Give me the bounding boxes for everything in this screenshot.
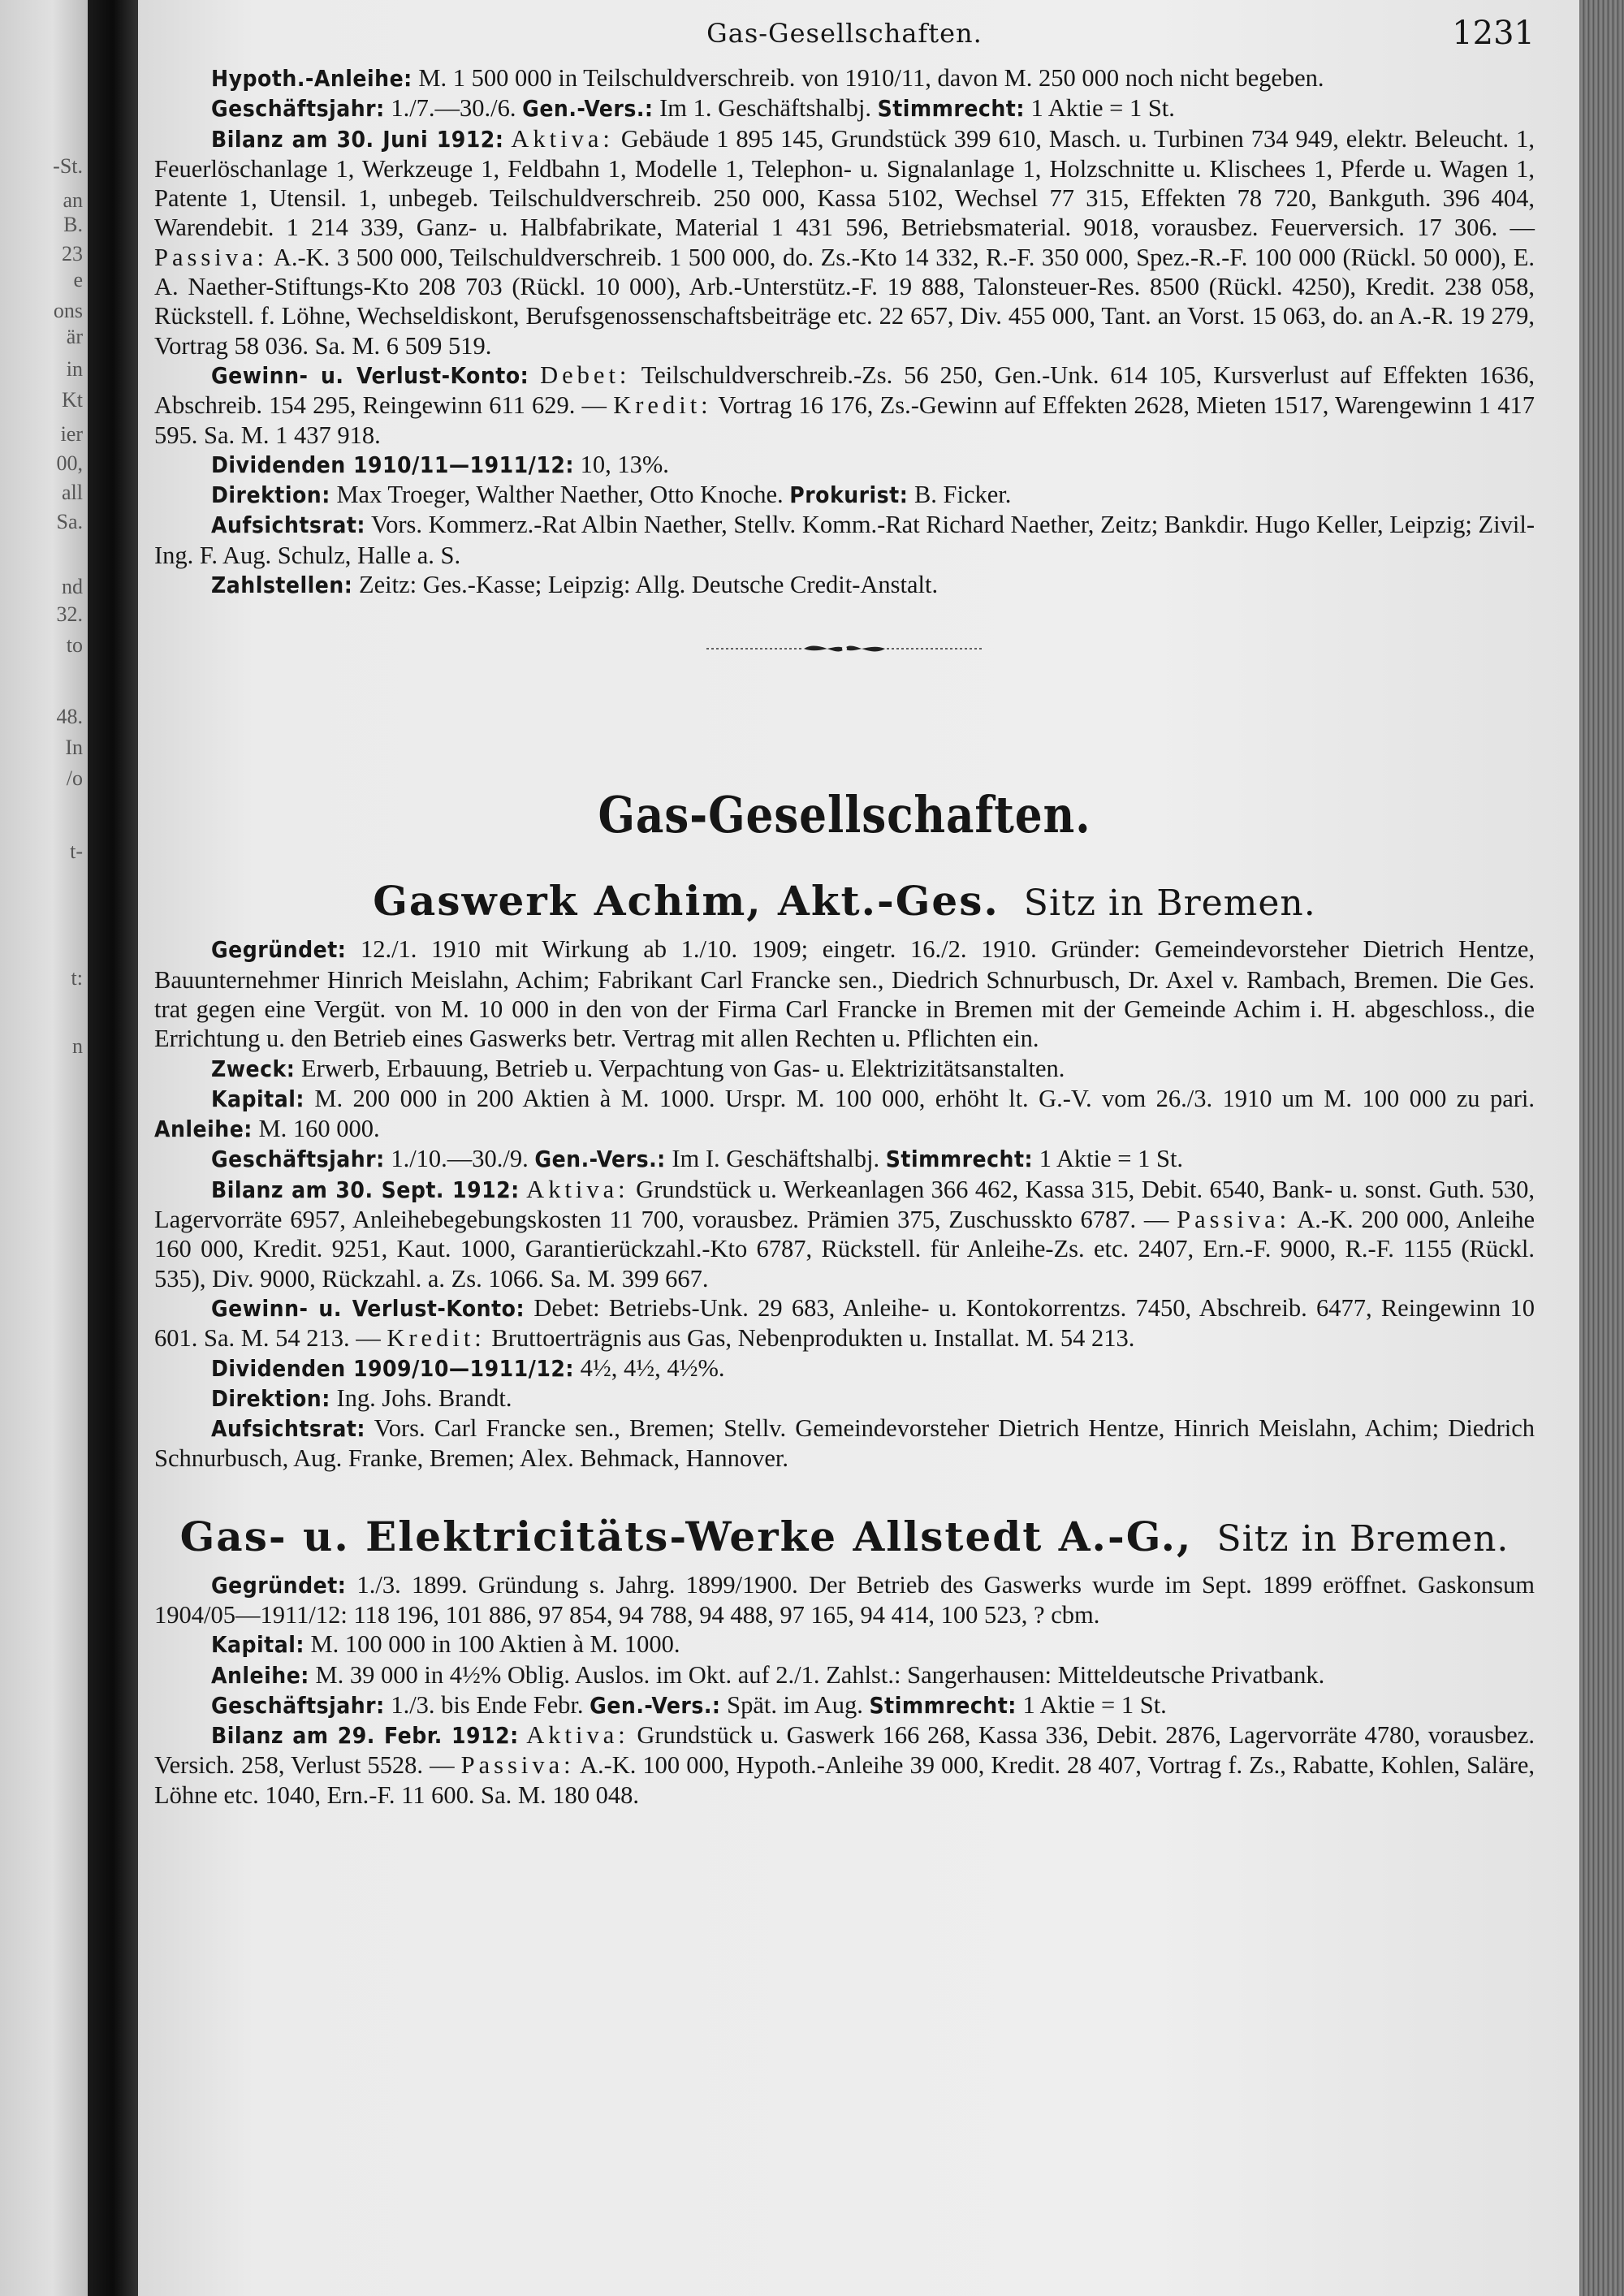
field-label: Gewinn- u. Verlust-Konto: bbox=[211, 361, 529, 389]
gewinn-verlust-paragraph bbox=[154, 1293, 1535, 1353]
field-label: Bilanz am 30. Juni 1912: bbox=[211, 125, 504, 153]
gegruendet-paragraph bbox=[154, 934, 1535, 1053]
field-text: 1./3. bis Ende Febr. bbox=[384, 1690, 590, 1719]
field-label: Anleihe: bbox=[211, 1661, 309, 1689]
spaced-keyword: Passiva: bbox=[154, 243, 268, 271]
facing-page-edge bbox=[0, 0, 88, 2296]
field-label: Anleihe: bbox=[154, 1116, 253, 1143]
field-label: Zahlstellen: bbox=[211, 572, 353, 599]
field-text: Debet: Betriebs-Unk. 29 683, Anleihe- u. Kontokorrentzs. 7450, Abschreib. 6477, Reingewinn 10 601. Sa. M. 54 213. — bbox=[154, 1293, 1535, 1353]
company-entry-allstedt bbox=[154, 1513, 1535, 1810]
company-title bbox=[154, 877, 1535, 925]
spaced-keyword: Aktiva: bbox=[526, 1721, 629, 1750]
direktion-paragraph bbox=[154, 480, 1535, 510]
previous-company-entry bbox=[154, 63, 1535, 600]
facing-page-text-fragment: Sa. bbox=[56, 510, 83, 533]
field-text: 10, 13%. bbox=[573, 450, 669, 478]
field-text: Teilschuldverschreib.-Zs. 56 250, Gen.-Unk. 614 105, Kursverlust auf Effekten 1636, Abschreib. 154 295, Reingewinn 611 629. — bbox=[154, 360, 1535, 420]
field-text: Vors. Carl Francke sen., Bremen; Stellv. Gemeindevorsteher Dietrich Hentze, Hinrich Meislahn, Achim; Diedrich Schnurbusch, Aug. Franke, Bremen; Alex. Behmack, Hannover. bbox=[154, 1414, 1535, 1473]
field-label: Direktion: bbox=[211, 481, 330, 509]
field-text: M. 200 000 in 200 Aktien à M. 1000. Urspr. M. 100 000, erhöht lt. G.-V. vom 26./3. 1910 um M. 100 000 zu pari. bbox=[304, 1084, 1535, 1112]
spaced-keyword: Passiva: bbox=[1177, 1206, 1291, 1234]
facing-page-text-fragment: /o bbox=[66, 766, 83, 790]
geschaeftsjahr-paragraph bbox=[154, 1144, 1535, 1174]
field-text: M. 39 000 in 4½% Oblig. Auslos. im Okt. auf 2./1. Zahlst.: Sangerhausen: Mitteldeutsche Privatbank. bbox=[309, 1660, 1325, 1689]
field-text: 1./7.—30./6. bbox=[384, 94, 523, 123]
field-text: A.-K. 3 500 000, Teilschuldverschreib. 1 500 000, do. Zs.-Kto 14 332, R.-F. 350 000, Spez.-R.-F. 100 000 (Rückl. 50 000), E. A. Naether-Stiftungs-Kto 208 703 (Rückl. 10 000), Arb.-Unterstütz.-F. 19 888, Talonsteuer-Res. 8500 (Rückl. 4250), Kredit. 238 058, Rückstell. f. Löhne, Wechseldiskont, Berufsgenossenschaftsbeiträge etc. 22 657, Div. 455 000, Tant. an Vorst. 15 063, do. an A.-R. 19 279, Vortrag 58 036. Sa. M. 6 509 519. bbox=[154, 243, 1535, 360]
facing-page-text-fragment: t: bbox=[71, 966, 83, 990]
bilanz-paragraph bbox=[154, 1720, 1535, 1810]
field-text: 1./3. 1899. Gründung s. Jahrg. 1899/1900. Der Betrieb des Gaswerks wurde im Sept. 1899 eröffnet. Gaskonsum 1904/05—1911/12: 118 196, 101 886, 97 854, 94 788, 94 488, 97 165, 94 414, 100 523, ? cbm. bbox=[154, 1570, 1535, 1629]
field-text bbox=[519, 1721, 527, 1749]
kapital-paragraph bbox=[154, 1084, 1535, 1145]
spaced-keyword: Kredit: bbox=[387, 1324, 486, 1353]
running-head bbox=[154, 15, 1535, 63]
field-text: 4½, 4½, 4½%. bbox=[573, 1353, 725, 1382]
facing-page-text-fragment: är bbox=[66, 325, 83, 348]
field-label: Zweck: bbox=[211, 1055, 296, 1082]
field-text: Vortrag 16 176, Zs.-Gewinn auf Effekten 2628, Mieten 1517, Warengewinn 1 417 595. Sa. M. 1 437 918. bbox=[154, 391, 1535, 449]
facing-page-text-fragment: n bbox=[72, 1034, 83, 1058]
entry-spacer bbox=[154, 1474, 1535, 1513]
spaced-keyword: Aktiva: bbox=[526, 1175, 629, 1203]
field-label: Kapital: bbox=[211, 1631, 304, 1659]
ornament-rule-icon bbox=[706, 639, 983, 658]
facing-page-text-fragment: all bbox=[62, 481, 83, 504]
page-number: 1231 bbox=[1452, 15, 1535, 52]
field-text: Ing. Johs. Brandt. bbox=[330, 1383, 512, 1412]
field-label: Geschäftsjahr: bbox=[211, 1146, 385, 1173]
field-text: B. Ficker. bbox=[908, 481, 1012, 509]
book-page bbox=[138, 0, 1579, 2296]
field-label: Gen.-Vers.: bbox=[522, 95, 654, 123]
spaced-keyword: Aktiva: bbox=[511, 124, 614, 153]
zweck-paragraph bbox=[154, 1054, 1535, 1084]
facing-page-text-fragment: Kt bbox=[62, 388, 83, 412]
facing-page-text-fragment: an bbox=[63, 188, 83, 212]
facing-page-text-fragment: ier bbox=[60, 422, 83, 446]
field-label: Bilanz am 30. Sept. 1912: bbox=[211, 1176, 520, 1203]
bilanz-paragraph bbox=[154, 124, 1535, 360]
anleihe-paragraph bbox=[154, 1660, 1535, 1690]
field-label: Hypoth.-Anleihe: bbox=[211, 65, 412, 92]
aufsichtsrat-paragraph bbox=[154, 510, 1535, 570]
facing-page-text-fragment: to bbox=[66, 633, 83, 657]
facing-page-text-fragment: nd bbox=[62, 575, 83, 598]
field-label: Dividenden 1909/10—1911/12: bbox=[211, 1354, 574, 1382]
company-sitz: Sitz in Bremen. bbox=[1216, 1517, 1510, 1560]
facing-page-text-fragment: e bbox=[73, 268, 83, 291]
field-text: Spät. im Aug. bbox=[720, 1690, 870, 1719]
company-sitz: Sitz in Bremen. bbox=[1023, 883, 1316, 925]
field-text: Im I. Geschäftshalbj. bbox=[665, 1145, 886, 1173]
field-label: Gegründet: bbox=[211, 1571, 347, 1599]
facing-page-text-fragment: -St. bbox=[53, 154, 83, 178]
field-label: Gegründet: bbox=[211, 936, 347, 964]
facing-page-text-fragment: 48. bbox=[56, 705, 83, 728]
field-text: M. 160 000. bbox=[252, 1115, 380, 1143]
facing-page-text-fragment: 00, bbox=[56, 451, 83, 475]
field-label: Gen.-Vers.: bbox=[590, 1691, 721, 1719]
facing-page-text-fragment: 23 bbox=[62, 242, 83, 265]
running-head-title: Gas-Gesellschaften. bbox=[706, 18, 983, 49]
field-label: Stimmrecht: bbox=[885, 1146, 1034, 1173]
company-title bbox=[154, 1513, 1535, 1560]
field-label: Prokurist: bbox=[789, 481, 909, 509]
kapital-paragraph bbox=[154, 1629, 1535, 1659]
dividenden-paragraph bbox=[154, 450, 1535, 480]
spaced-keyword: Kredit: bbox=[613, 391, 712, 420]
field-text: 1 Aktie = 1 St. bbox=[1033, 1145, 1184, 1173]
bilanz-paragraph bbox=[154, 1175, 1535, 1293]
field-label: Stimmrecht: bbox=[869, 1691, 1017, 1719]
field-text bbox=[520, 1176, 526, 1203]
facing-page-text-fragment: In bbox=[65, 736, 83, 759]
field-text: Grundstück u. Gaswerk 166 268, Kassa 336, Debit. 2876, Lagervorräte 4780, vorausbez. Versich. 258, Verlust 5528. — bbox=[154, 1721, 1535, 1780]
field-text: 12./1. 1910 mit Wirkung ab 1./10. 1909; eingetr. 16./2. 1910. Gründer: Gemeindevorsteher Dietrich Hentze, Bauunternehmer Hinrich Meislahn, Achim; Fabrikant Carl Francke sen., Diedrich Schnurbusch, Dr. Axel v. Rambach, Bremen. Die Ges. trat gegen eine Vergüt. von M. 10 000 in den von der Firma Carl Francke in Bremen mit der Gemeinde Achim i. H. abgeschloss., die Errichtung u. den Betrieb eines Gaswerks betr. Vertrag mit allen Rechten u. Pflichten ein. bbox=[154, 935, 1535, 1053]
field-text: A.-K. 200 000, Anleihe 160 000, Kredit. 9251, Kaut. 1000, Garantierückzahl.-Kto 6787, Rückstell. für Anleihe-Zs. etc. 2407, Ern.-F. 9000, R.-F. 1155 (Rückl. 535), Div. 9000, Rückzahl. a. Zs. 1066. Sa. M. 399 667. bbox=[154, 1206, 1535, 1293]
section-heading: Gas-Gesellschaften. bbox=[598, 785, 1091, 845]
field-label: Kapital: bbox=[211, 1085, 304, 1112]
field-text: 1./10.—30./9. bbox=[384, 1145, 535, 1173]
spaced-keyword: Debet: bbox=[540, 360, 631, 389]
aufsichtsrat-paragraph bbox=[154, 1413, 1535, 1474]
geschaeftsjahr-paragraph bbox=[154, 93, 1535, 123]
facing-page-text-fragment: ons bbox=[53, 299, 83, 322]
field-label: Stimmrecht: bbox=[877, 95, 1025, 123]
field-text: 1 Aktie = 1 St. bbox=[1016, 1690, 1167, 1719]
field-label: Geschäftsjahr: bbox=[211, 1691, 385, 1719]
book-gutter bbox=[88, 0, 138, 2296]
field-label: Geschäftsjahr: bbox=[211, 95, 385, 123]
geschaeftsjahr-paragraph bbox=[154, 1690, 1535, 1720]
company-name: Gas- u. Elektricitäts-Werke Allstedt A.-G., bbox=[179, 1512, 1193, 1560]
field-text: M. 1 500 000 in Teilschuldverschreib. von 1910/11, davon M. 250 000 noch nicht begeben. bbox=[412, 64, 1324, 92]
field-label: Gewinn- u. Verlust-Konto: bbox=[211, 1294, 525, 1322]
dividenden-paragraph bbox=[154, 1353, 1535, 1383]
facing-page-text-fragment: in bbox=[66, 357, 83, 381]
field-text: Max Troeger, Walther Naether, Otto Knoche. bbox=[330, 481, 790, 509]
spaced-keyword: Passiva: bbox=[460, 1751, 575, 1780]
field-text: Erwerb, Erbauung, Betrieb u. Verpachtung von Gas- u. Elektrizitätsanstalten. bbox=[295, 1054, 1065, 1082]
page-stack-edge bbox=[1579, 0, 1624, 2296]
section-ornament bbox=[154, 600, 1535, 712]
page-content bbox=[154, 15, 1535, 1810]
field-label: Aufsichtsrat: bbox=[211, 1415, 365, 1443]
field-label: Direktion: bbox=[211, 1384, 330, 1412]
gegruendet-paragraph bbox=[154, 1570, 1535, 1630]
facing-page-text-fragment: 32. bbox=[56, 602, 83, 626]
field-text: Gebäude 1 895 145, Grundstück 399 610, Masch. u. Turbinen 734 949, elektr. Beleucht. 1, Feuerlöschanlage 1, Werkzeuge 1, Feldbahn 1, Modelle 1, Telephon- u. Signalanlage 1, Holzschnitte u. Klischees 1, Pferde u. Wagen 1, Patente 1, Utensil. 1, unbegeb. Teilschuldverschreib. 250 000, Kassa 5102, Wechsel 77 315, Effekten 78 720, Bankguth. 396 404, Warendebit. 1 214 339, Ganz- u. Halbfabrikate, Material 1 431 596, Betriebsmaterial. 9018, vorausbez. Feuerversich. 17 306. — bbox=[154, 124, 1535, 242]
company-name: Gaswerk Achim, Akt.-Ges. bbox=[373, 877, 1000, 926]
field-text: Bruttoerträgnis aus Gas, Nebenprodukten u. Installat. M. 54 213. bbox=[485, 1324, 1135, 1353]
field-label: Gen.-Vers.: bbox=[534, 1146, 666, 1173]
field-text: Grundstück u. Werkeanlagen 366 462, Kassa 315, Debit. 6540, Bank- u. sonst. Guth. 530, Lagervorräte 6957, Anleihebegebungskosten 11 700, vorausbez. Prämien 375, Zuschusskto 6787. — bbox=[154, 1175, 1535, 1234]
field-text: Zeitz: Ges.-Kasse; Leipzig: Allg. Deutsche Credit-Anstalt. bbox=[352, 571, 939, 599]
field-label: Dividenden 1910/11—1911/12: bbox=[211, 451, 574, 478]
field-label: Aufsichtsrat: bbox=[211, 511, 365, 539]
facing-page-text-fragment: B. bbox=[63, 213, 83, 236]
field-text: M. 100 000 in 100 Aktien à M. 1000. bbox=[304, 1630, 680, 1659]
hypothek-anleihe-paragraph bbox=[154, 63, 1535, 93]
company-entry-gaswerk-achim bbox=[154, 877, 1535, 1473]
gewinn-verlust-paragraph bbox=[154, 360, 1535, 450]
field-text: 1 Aktie = 1 St. bbox=[1024, 94, 1175, 123]
field-text bbox=[529, 361, 540, 389]
field-text: Im 1. Geschäftshalbj. bbox=[653, 94, 878, 123]
facing-page-text-fragment: t- bbox=[70, 839, 83, 863]
field-text: A.-K. 100 000, Hypoth.-Anleihe 39 000, Kredit. 28 407, Vortrag f. Zs., Rabatte, Kohlen, Saläre, Löhne etc. 1040, Ern.-F. 11 600. Sa. M. 180 048. bbox=[154, 1751, 1535, 1809]
zahlstellen-paragraph bbox=[154, 570, 1535, 600]
direktion-paragraph bbox=[154, 1383, 1535, 1413]
field-label: Bilanz am 29. Febr. 1912: bbox=[211, 1722, 519, 1750]
field-text: Vors. Kommerz.-Rat Albin Naether, Stellv. Komm.-Rat Richard Naether, Zeitz; Bankdir. Hugo Keller, Leipzig; Zivil-Ing. F. Aug. Schulz, Halle a. S. bbox=[154, 511, 1535, 569]
